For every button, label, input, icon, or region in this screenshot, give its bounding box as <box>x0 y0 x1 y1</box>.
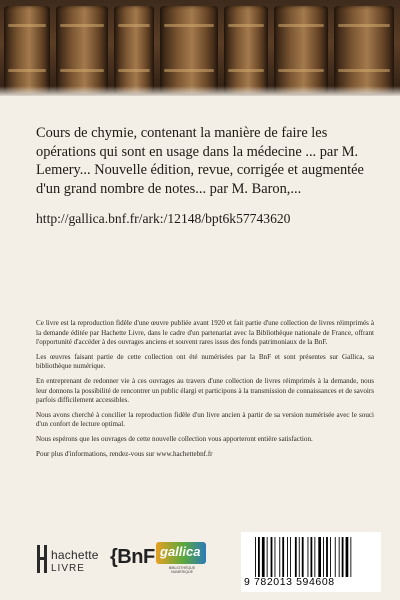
gallica-subtitle: BIBLIOTHÈQUE NUMÉRIQUE <box>168 566 196 575</box>
book-spine <box>56 6 108 94</box>
book-spine <box>160 6 218 94</box>
gallica-url: http://gallica.bnf.fr/ark:/12148/bpt6k57743620 <box>36 211 291 226</box>
hachette-livre-logo <box>36 544 102 578</box>
notice-paragraph: Ce livre est la reproduction fidèle d'une œuvre publiée avant 1920 et fait partie d'une collection de livres réimprimés à la demande éditée par Hachette Livre, dans le cadre d'un partenariat avec la Bibliothèque nationale de France, offrant l'opportunité d'accéder à des ouvrages anciens et souvent rares issus des fonds patrimoniaux de la BnF. <box>36 319 374 347</box>
publisher-notice <box>36 319 374 464</box>
notice-paragraph: En entreprenant de redonner vie à ces ouvrages au travers d'une collection de livres réimprimés à la demande, nous leur donnons la possibilité de rencontrer un public élargi et participons à la transmission de connaissances et de savoirs parfois difficilement accessibles. <box>36 376 374 405</box>
notice-paragraph: Pour plus d'informations, rendez-vous sur www.hachettebnf.fr <box>36 449 213 458</box>
book-spine <box>224 6 268 94</box>
book-spine <box>4 6 50 94</box>
gallica-logo <box>156 542 208 578</box>
isbn-barcode <box>241 532 381 592</box>
barcode-icon <box>253 537 373 577</box>
notice-paragraph: Nous avons cherché à concilier la reproduction fidèle d'un livre ancien à partir de sa version numérisée avec le souci d'un confort de lecture optimal. <box>36 410 374 429</box>
notice-paragraph: Les œuvres faisant partie de cette collection ont été numérisées par la BnF et sont présentes sur Gallica, sa bibliothèque numérique. <box>36 352 374 371</box>
book-spine <box>274 6 328 94</box>
hachette-mark-icon <box>36 544 48 574</box>
notice-paragraph: Nous espérons que les ouvrages de cette nouvelle collection vous apporteront entière satisfaction. <box>36 434 313 443</box>
gallica-wordmark: gallica <box>160 544 201 559</box>
publisher-logos <box>36 540 211 580</box>
livre-wordmark: LIVRE <box>51 563 85 574</box>
barcode-number: 9 782013 594608 <box>244 576 335 588</box>
hachette-wordmark: hachette <box>51 548 99 562</box>
book-title: Cours de chymie, contenant la manière de faire les opérations qui sont en usage dans la médecine ... par M. Lemery... Nouvelle édition, revue, corrigée et augmentée d'un grand nombre de notes... par M. Baron,... <box>36 125 364 197</box>
cover-photo-old-books <box>0 0 400 96</box>
book-spine <box>334 6 394 94</box>
book-spine <box>114 6 154 94</box>
bnf-logo: {BnF <box>110 546 155 568</box>
